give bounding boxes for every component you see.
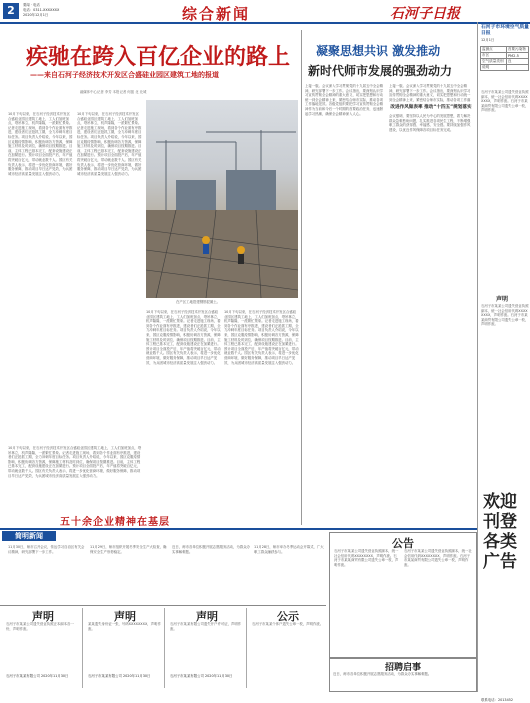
middle-headline-2: 新时代师市发展的强劲动力 bbox=[308, 64, 453, 78]
notes-text: 石河子市某某公司遗失营业执照副本，统一社会信用代码XXXXXXXX，声明作废。石河子市某某商贸有限公司遗失公章一枚，声明作废。 bbox=[481, 90, 529, 113]
middle-article-col1 bbox=[305, 84, 385, 520]
announcement-title: 公告 bbox=[392, 537, 414, 550]
header-meta-line: 2020年12月1日 bbox=[23, 12, 49, 17]
article-text: 上接一版。会议深入学习贯彻党的十九届五中全会精神，研究部署下一步工作。会议指出，要深刻认识学习宣传贯彻全会精神的重大意义，切实把思想和行动统一到全会精神上来，紧密结合师市实际，推动各项工作落 bbox=[389, 84, 471, 102]
article-text: 10月下旬以来，在石河子经济技术开发区合盛硅业园区建筑工地上，工人们加班加点，塔吊林立，机声隆隆，一派繁忙景象。记者走进施工现场，看到各个作业面有序推进，建设者们正抢抓工期，全力冲刺年度目标任务。项目负责人介绍说，今年以来，园区克服疫情影响，积极协调各方资源，保障施工材料及时到位，确保项目按期推进。目前，主体工程已基本完工，配套设施建设正在加紧进行。预计项目全面投产后，年产值将突破百亿元，带动就业数千人。园区有关负责人表示，将进一步优化营商环境，做好服务保障，推动项目早日达产见效，为兵团城市经济高质量发展注入强劲动力。 bbox=[224, 310, 299, 365]
statement-body bbox=[88, 622, 162, 672]
table-cell: 良 bbox=[506, 59, 528, 65]
lead-subheadline: ——来自石河子经济技术开发区合盛硅业园区建筑工地的报道 bbox=[30, 71, 219, 79]
public-notice-text: 石河子市某某个体户遗失公章一枚，声明作废。 bbox=[252, 622, 324, 626]
table-cell: 说明 bbox=[481, 65, 507, 71]
table-cell: 市区 bbox=[481, 53, 507, 59]
ad-slogan: 欢迎刊登各类广告 bbox=[483, 492, 517, 572]
page-number: 2 bbox=[3, 3, 19, 19]
article-text: 上接一版。会议深入学习贯彻党的十九届五中全会精神，研究部署下一步工作。会议指出，要深刻认识学习宣传贯彻全会精神的重大意义，切实把思想和行动统一到全会精神上来，紧密结合师市实际，推动各项工作落地见效。各级党组织要把学习宣传贯彻全会精神作为当前和今后一个时期的首要政治任务，迅速掀起学习热潮，确保全会精神深入人心。 bbox=[305, 84, 383, 116]
page-header bbox=[0, 0, 530, 24]
masthead-logo: 石河子日报 bbox=[390, 6, 460, 22]
air-quality-title: 石河子市环境空气质量日报 bbox=[481, 25, 529, 36]
divider bbox=[0, 605, 326, 606]
statement-signature: 石河子市某某有限公司 2020年11月30日 bbox=[170, 674, 233, 678]
brief-news-col1 bbox=[8, 545, 86, 603]
air-quality-table bbox=[480, 46, 529, 71]
table-cell: PM2.5 bbox=[506, 53, 528, 59]
brief-text: 近日，师市各单位积极开展志愿服务活动，为群众办实事解难题。 bbox=[172, 545, 250, 554]
statement-title: 声明 bbox=[32, 610, 54, 623]
statement-box-2 bbox=[86, 608, 165, 688]
statement-text: 石河子市某某有限公司遗失开户许可证，声明作废。 bbox=[170, 622, 242, 631]
middle-article-col2 bbox=[389, 114, 473, 520]
announcement-text: 石河子市某某公司遗失营业执照副本，统一社会信用代码XXXXXXXX，声明作废。石河子市某某商贸有限公司遗失公章一枚，声明作废。 bbox=[404, 549, 472, 567]
public-notice-box bbox=[250, 608, 326, 688]
construction-photo bbox=[146, 100, 298, 298]
middle-article-col2-head bbox=[389, 84, 473, 102]
article-text: 10月下旬以来，在石河子经济技术开发区合盛硅业园区建筑工地上，工人们加班加点，塔吊林立，机声隆隆，一派繁忙景象。记者走进施工现场，看到各个作业面有序推进，建设者们正抢抓工期，全力冲刺年度目标任务。项目负责人介绍说，今年以来，园区克服疫情影响，积极协调各方资源，保障施工材料及时到位，确保项目按期推进。目前，主体工程已基本完工，配套设施建设正在加紧进行。预计项目全面投产后，年产值将突破百亿元，带动就业数千人。园区有关负责人表示，将进一步优化营商环境，做好服务保障，推动项目早日达产见效，为兵团城市经济高质量发展注入强劲动力。 bbox=[8, 112, 73, 176]
statement-title: 声明 bbox=[196, 610, 218, 623]
public-notice-body bbox=[252, 622, 324, 688]
header-meta-line: 电话：0311-XXXXXXX bbox=[23, 7, 60, 12]
lead-article-col2 bbox=[77, 112, 142, 442]
crane-illustration-icon bbox=[146, 100, 298, 298]
ad-contact: 联系电话：2013452 bbox=[481, 698, 514, 702]
lead-headline: 疾驰在跨入百亿企业的路上 bbox=[26, 45, 291, 70]
recruitment-text: 近日，师市各单位积极开展志愿服务活动，为群众办实事解难题。 bbox=[333, 672, 432, 676]
brief-news-label: 简明新闻 bbox=[2, 531, 56, 541]
article-text: 10月下旬以来，在石河子经济技术开发区合盛硅业园区建筑工地上，工人们加班加点，塔吊林立，机声隆隆，一派繁忙景象。记者走进施工现场，看到各个作业面有序推进，建设者们正抢抓工期，全力冲刺年度目标任务。项目负责人介绍说，今年以来，园区克服疫情影响，积极协调各方资源，保障施工材料及时到位，确保项目按期推进。目前，主体工程已基本完工，配套设施建设正在加紧进行。预计项目全面投产后，年产值将突破百亿元，带动就业数千人。园区有关负责人表示，将进一步优化营商环境，做好服务保障，推动项目早日达产见效，为兵团城市经济高质量发展注入强劲动力。 bbox=[77, 112, 142, 176]
lead-article-col5 bbox=[8, 446, 142, 514]
statement-text: 石河子市某某公司遗失营业执照正本副本各一份，声明作废。 bbox=[6, 622, 74, 631]
middle-subhead: 改进作风做表率 推动“十四五”规划落实 bbox=[390, 105, 472, 110]
article-text: 会议强调，要坚持以人民为中心的发展思想，着力解决群众急难愁盼问题，扎实推进各项民生工程，不断增强职工群众的获得感、幸福感、安全感。要持续加强作风建设，以优良作风保障各项目标任务完成。 bbox=[389, 114, 471, 132]
recruitment-title: 招聘启事 bbox=[384, 663, 421, 673]
recruitment-body bbox=[333, 672, 473, 690]
table-cell: 空气质量类别 bbox=[481, 59, 507, 65]
notice-body bbox=[481, 304, 529, 434]
statement-signature: 石河子市某某有限公司 2020年11月30日 bbox=[6, 674, 69, 678]
photo-caption: 在产区工地搭建钢筋混凝土。 bbox=[176, 300, 221, 304]
notice-heading: 声明 bbox=[496, 296, 509, 303]
recruitment-box bbox=[329, 658, 477, 692]
table-cell: 首要污染物 bbox=[506, 47, 528, 53]
lead-article-col3 bbox=[146, 310, 221, 520]
statement-signature: 石河子市某某有限公司 2020年11月30日 bbox=[88, 674, 151, 678]
statement-box-3 bbox=[168, 608, 247, 688]
bottom-section-rule bbox=[0, 528, 477, 530]
middle-headline-1: 凝聚思想共识 激发推动 bbox=[316, 44, 441, 58]
public-notice-title: 公示 bbox=[277, 610, 299, 623]
air-quality-notes bbox=[481, 90, 529, 150]
announcement-col2 bbox=[404, 549, 472, 653]
announcement-text: 石河子市某某公司遗失营业执照副本，统一社会信用代码XXXXXXXX，声明作废。石河子市某某商贸有限公司遗失公章一枚，声明作废。 bbox=[334, 549, 399, 567]
lead-article-col1 bbox=[8, 112, 73, 442]
lead-byline: 融媒体中心记者 李芳 本报记者 何振 北 北城 bbox=[80, 90, 147, 94]
article-text: 10月下旬以来，在石河子经济技术开发区合盛硅业园区建筑工地上，工人们加班加点，塔吊林立，机声隆隆，一派繁忙景象。记者走进施工现场，看到各个作业面有序推进，建设者们正抢抓工期，全力冲刺年度目标任务。项目负责人介绍说，今年以来，园区克服疫情影响，积极协调各方资源，保障施工材料及时到位，确保项目按期推进。目前，主体工程已基本完工，配套设施建设正在加紧进行。预计项目全面投产后，年产值将突破百亿元，带动就业数千人。园区有关负责人表示，将进一步优化营商环境，做好服务保障，推动项目早日达产见效，为兵团城市经济高质量发展注入强劲动力。 bbox=[146, 310, 221, 365]
statement-box-1 bbox=[4, 608, 83, 688]
statement-body bbox=[6, 622, 80, 672]
statement-title: 声明 bbox=[114, 610, 136, 623]
announcement-box bbox=[329, 532, 477, 658]
section-title: 综合新闻 bbox=[182, 5, 251, 23]
table-cell: 监测点 bbox=[481, 47, 507, 53]
brief-text: 11月29日，师市组织开展冬季安全生产大检查，确保安全生产形势稳定。 bbox=[90, 545, 167, 554]
header-meta bbox=[23, 3, 83, 17]
lead-banner: 五十余企业精神在基层 bbox=[60, 517, 170, 528]
announcement-col1 bbox=[334, 549, 400, 653]
right-sidebar bbox=[477, 22, 530, 702]
table-cell bbox=[506, 65, 528, 71]
statement-body bbox=[170, 622, 244, 672]
air-quality-date: 12月1日 bbox=[481, 38, 495, 42]
brief-text: 11月30日，师市召开会议，传达学习自治区有关会议精神，研究部署下一步工作。 bbox=[8, 545, 85, 554]
column-divider bbox=[301, 30, 302, 525]
brief-news-col2 bbox=[90, 545, 168, 603]
brief-news-col3 bbox=[172, 545, 250, 603]
article-text: 10月下旬以来，在石河子经济技术开发区合盛硅业园区建筑工地上，工人们加班加点，塔吊林立，机声隆隆，一派繁忙景象。记者走进施工现场，看到各个作业面有序推进，建设者们正抢抓工期，全力冲刺年度目标任务。项目负责人介绍说，今年以来，园区克服疫情影响，积极协调各方资源，保障施工材料及时到位，确保项目按期推进。目前，主体工程已基本完工，配套设施建设正在加紧进行。预计项目全面投产后，年产值将突破百亿元，带动就业数千人。园区有关负责人表示，将进一步优化营商环境，做好服务保障，推动项目早日达产见效，为兵团城市经济高质量发展注入强劲动力。 bbox=[8, 446, 142, 478]
header-meta-line: 要闻 · 电话 bbox=[23, 3, 40, 7]
brief-news-col4 bbox=[254, 545, 324, 603]
notice-text: 石河子市某某公司遗失营业执照副本，统一社会信用代码XXXXXXXX，声明作废。石河子市某某商贸有限公司遗失公章一枚，声明作废。 bbox=[481, 304, 529, 327]
brief-text: 11月28日，师市举办冬季运动会开幕式，广大职工群众踊跃参与。 bbox=[254, 545, 324, 554]
statement-text: 某某遗失身份证一张，号码XXXXXXXX，声明作废。 bbox=[88, 622, 161, 631]
table-row bbox=[481, 65, 529, 71]
lead-article-col4 bbox=[224, 310, 299, 520]
